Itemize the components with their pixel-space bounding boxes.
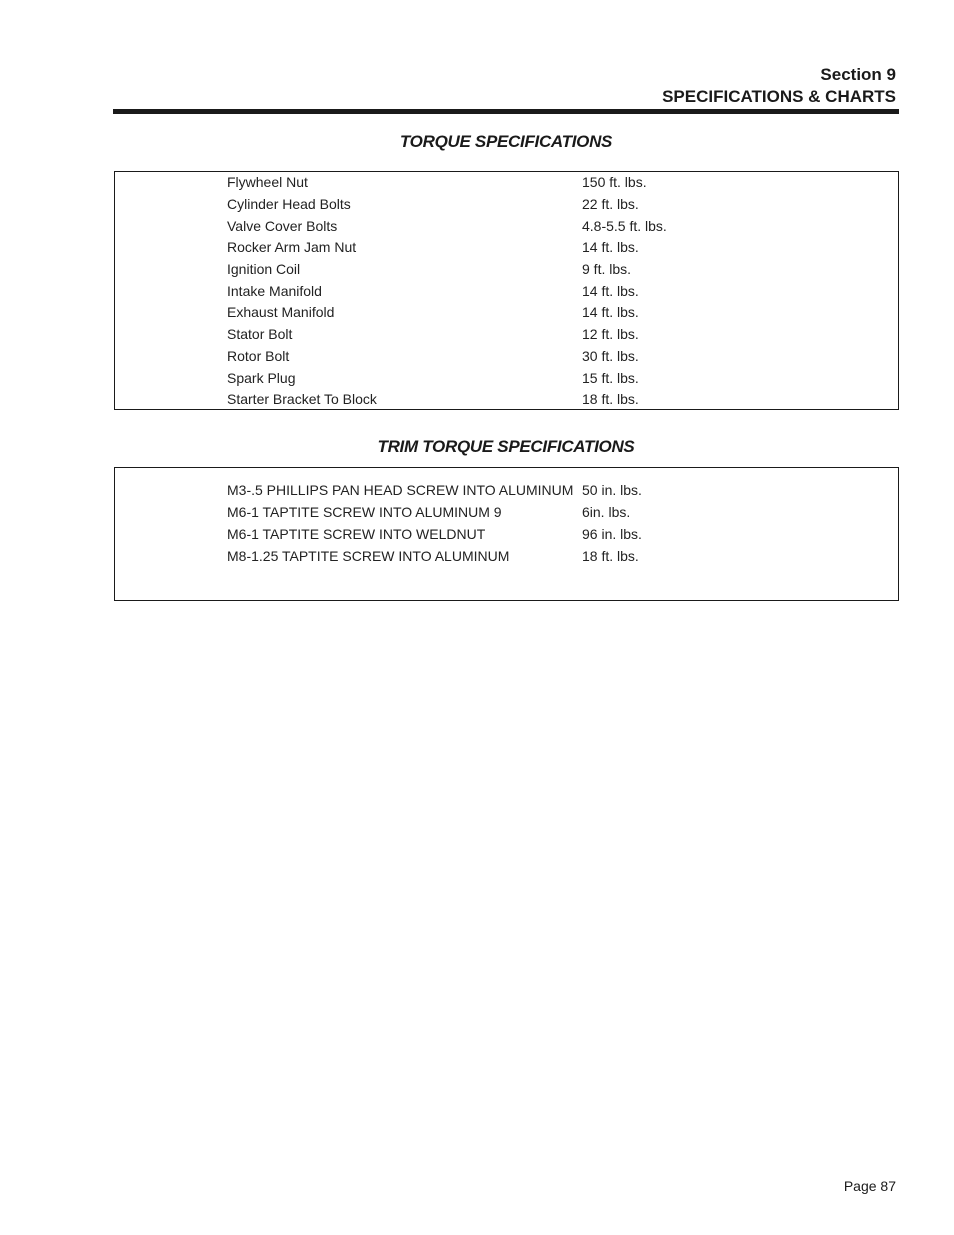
table-row (227, 239, 827, 261)
section-title: SPECIFICATIONS & CHARTS (662, 87, 896, 106)
table-row (227, 548, 827, 570)
table-row (227, 196, 827, 218)
spec-value: 18 ft. lbs. (582, 548, 639, 564)
torque-table (114, 171, 899, 410)
header-rule (113, 109, 899, 114)
spec-item: M6-1 TAPTITE SCREW INTO WELDNUT (227, 526, 486, 542)
spec-value: 18 ft. lbs. (582, 391, 639, 407)
table-row (227, 174, 827, 196)
spec-item: Stator Bolt (227, 326, 293, 342)
spec-item: Flywheel Nut (227, 174, 308, 190)
spec-item: Valve Cover Bolts (227, 218, 338, 234)
table-row (227, 526, 827, 548)
spec-value: 15 ft. lbs. (582, 370, 639, 386)
spec-item: Cylinder Head Bolts (227, 196, 351, 212)
spec-value: 9 ft. lbs. (582, 261, 632, 277)
spec-value: 150 ft. lbs. (582, 174, 647, 190)
spec-value: 30 ft. lbs. (582, 348, 639, 364)
torque-heading: TORQUE SPECIFICATIONS (399, 132, 613, 151)
trim-torque-table (114, 467, 899, 601)
table-row (227, 370, 827, 392)
spec-value: 6in. lbs. (582, 504, 631, 520)
spec-item: Intake Manifold (227, 283, 322, 299)
spec-value: 12 ft. lbs. (582, 326, 639, 342)
spec-item: M3-.5 PHILLIPS PAN HEAD SCREW INTO ALUMINUM (227, 482, 574, 498)
table-row (227, 304, 827, 326)
spec-value: 22 ft. lbs. (582, 196, 639, 212)
spec-item: Ignition Coil (227, 261, 301, 277)
spec-value: 14 ft. lbs. (582, 239, 639, 255)
table-row (227, 283, 827, 305)
table-row (227, 348, 827, 370)
table-row (227, 218, 827, 240)
page-number: Page 87 (843, 1178, 896, 1194)
table-row (227, 482, 827, 504)
spec-item: Exhaust Manifold (227, 304, 335, 320)
spec-item: M8-1.25 TAPTITE SCREW INTO ALUMINUM (227, 548, 510, 564)
spec-item: M6-1 TAPTITE SCREW INTO ALUMINUM 9 (227, 504, 502, 520)
spec-value: 4.8-5.5 ft. lbs. (582, 218, 667, 234)
section-header (662, 64, 896, 108)
spec-value: 96 in. lbs. (582, 526, 642, 542)
table-row (227, 261, 827, 283)
spec-value: 50 in. lbs. (582, 482, 642, 498)
section-number: Section 9 (820, 65, 896, 84)
spec-item: Starter Bracket To Block (227, 391, 377, 407)
table-row (227, 504, 827, 526)
table-row (227, 391, 827, 413)
spec-value: 14 ft. lbs. (582, 283, 639, 299)
spec-value: 14 ft. lbs. (582, 304, 639, 320)
spec-item: Spark Plug (227, 370, 296, 386)
spec-item: Rotor Bolt (227, 348, 290, 364)
trim-torque-heading: TRIM TORQUE SPECIFICATIONS (377, 437, 635, 456)
spec-item: Rocker Arm Jam Nut (227, 239, 357, 255)
table-row (227, 326, 827, 348)
